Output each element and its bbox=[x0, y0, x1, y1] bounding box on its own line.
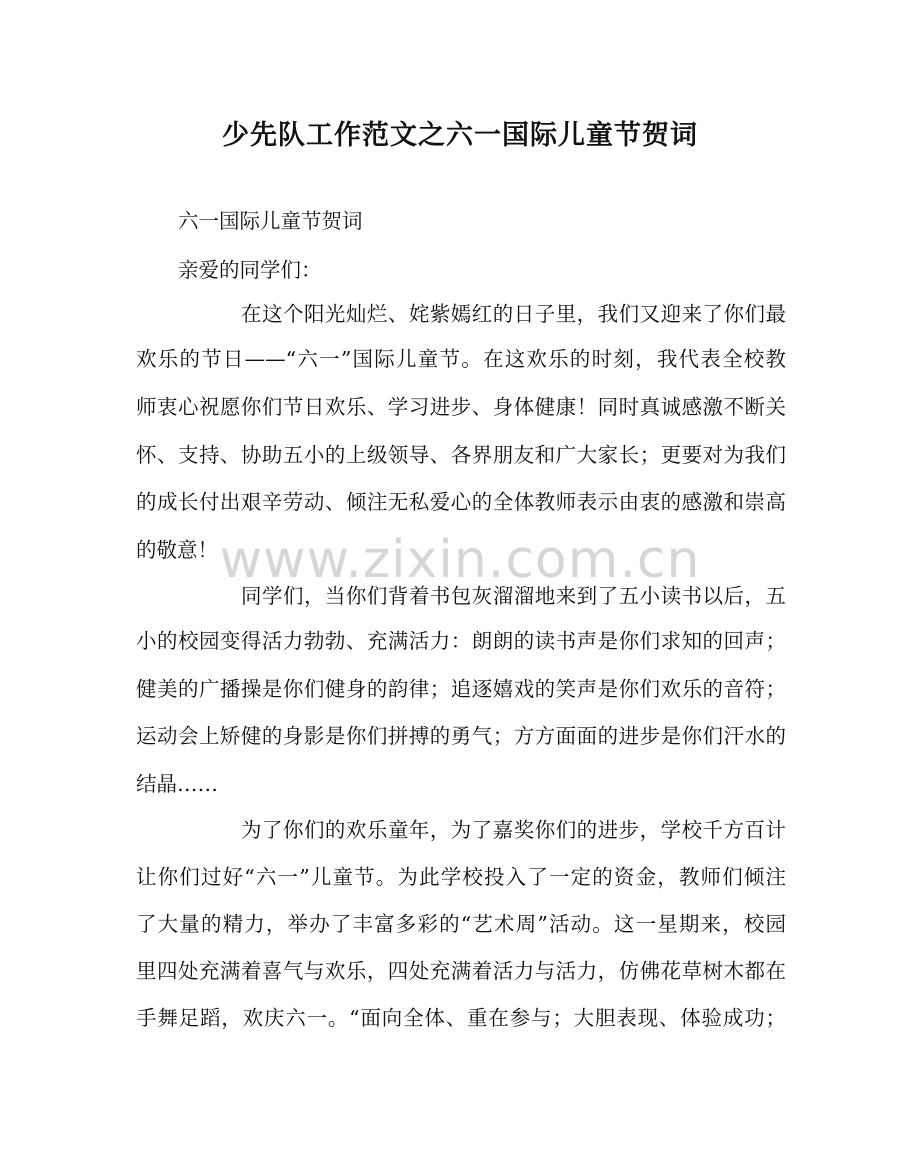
subtitle: 六一国际儿童节贺词 bbox=[178, 209, 363, 233]
paragraph-3-line-3: 了大量的精力，举办了丰富多彩的“艺术周”活动。这一星期来，校园 bbox=[136, 912, 786, 936]
paragraph-2-line-5: 结晶…… bbox=[136, 772, 218, 796]
paragraph-2-line-4: 运动会上矫健的身影是你们拼搏的勇气；方方面面的进步是你们汗水的 bbox=[136, 724, 786, 748]
paragraph-2-line-2: 小的校园变得活力勃勃、充满活力：朗朗的读书声是你们求知的回声； bbox=[136, 629, 786, 653]
watermark: www.zixin.com.cn bbox=[219, 530, 701, 590]
salutation: 亲爱的同学们： bbox=[178, 258, 322, 282]
paragraph-2-line-3: 健美的广播操是你们健身的韵律；追逐嬉戏的笑声是你们欢乐的音符； bbox=[136, 677, 786, 701]
paragraph-1-line-4: 怀、支持、协助五小的上级领导、各界朋友和广大家长；更要对为我们 bbox=[136, 443, 786, 467]
paragraph-1-line-2: 欢乐的节日——“六一”国际儿童节。在这欢乐的时刻，我代表全校教 bbox=[136, 347, 786, 371]
paragraph-1-line-3: 师衷心祝愿你们节日欢乐、学习进步、身体健康！同时真诚感激不断关 bbox=[136, 395, 786, 419]
paragraph-2-line-1: 同学们，当你们背着书包灰溜溜地来到了五小读书以后，五 bbox=[241, 584, 786, 608]
paragraph-1-line-5: 的成长付出艰辛劳动、倾注无私爱心的全体教师表示由衷的感激和崇高 bbox=[136, 490, 786, 514]
paragraph-3-line-2: 让你们过好“六一”儿童节。为此学校投入了一定的资金，教师们倾注 bbox=[136, 865, 786, 889]
paragraph-3-line-4: 里四处充满着喜气与欢乐，四处充满着活力与活力，仿佛花草树木都在 bbox=[136, 959, 786, 983]
paragraph-3-line-5: 手舞足蹈，欢庆六一。“面向全体、重在参与；大胆表现、体验成功； bbox=[136, 1006, 786, 1030]
paragraph-1-line-1: 在这个阳光灿烂、姹紫嫣红的日子里，我们又迎来了你们最 bbox=[241, 302, 786, 326]
paragraph-1-line-6: 的敬意！ bbox=[136, 538, 218, 562]
document-title: 少先队工作范文之六一国际儿童节贺词 bbox=[222, 120, 698, 151]
paragraph-3-line-1: 为了你们的欢乐童年，为了嘉奖你们的进步，学校千方百计 bbox=[241, 818, 786, 842]
